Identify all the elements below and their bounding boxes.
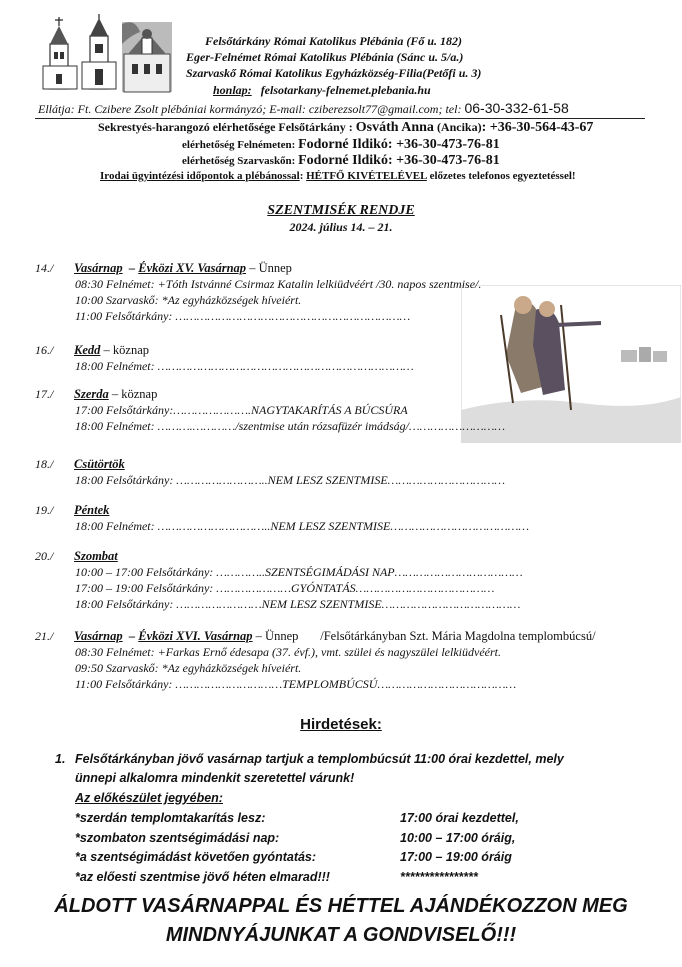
header-line-1: Felsőtárkány Római Katolikus Plébánia (Fő u. 182) [205, 34, 463, 48]
felnemet-label: elérhetőség Felnémeten: [182, 139, 299, 151]
office-hours-label: Irodai ügyintézési időpontok a plébánossal [100, 170, 300, 182]
day-number: 18./ [35, 457, 54, 471]
mass-entry: 08:30 Felnémet: +Farkas Ernő édesapa (37. évf.), vmt. szülei és nagyszülei lelkiüdvéért. [75, 645, 501, 659]
prep-item-time: 17:00 órai kezdettel, [400, 811, 519, 825]
day-feast: Évközi XV. Vasárnap [138, 261, 247, 275]
homepage-line [213, 83, 431, 98]
announcement-text-1: Felsőtárkányban jövő vasárnap tartjuk a templombúcsút 11:00 órai kezdettel, mely [75, 752, 564, 766]
day-number: 16./ [35, 343, 54, 357]
day-number: 20./ [35, 549, 54, 563]
announcement-number: 1. [55, 752, 66, 766]
mass-entry: 18:00 Felsőtárkány: ……………………NEM LESZ SZENTMISE………………………………… [75, 597, 521, 611]
prep-item-time: 17:00 – 19:00 óráig [400, 850, 512, 864]
szarvasko-value: Fodorné Ildikó: +36-30-473-76-81 [298, 153, 500, 168]
day-header [74, 261, 292, 276]
day-name: Csütörtök [74, 457, 125, 471]
day-name: Szerda [74, 387, 109, 401]
day-suffix: – köznap [103, 343, 149, 357]
header-divider [35, 118, 645, 119]
day-number: 19./ [35, 503, 54, 517]
schedule-title: SZENTMISÉK RENDJE [267, 203, 415, 218]
mass-entry: 18:00 Felsőtárkány: ……………………..NEM LESZ SZENTMISE…………………………… [75, 473, 506, 487]
pastor-phone: 06-30-332-61-58 [464, 100, 569, 116]
mass-entry: 11:00 Felsőtárkány: …………………………TEMPLOMBÚCSÚ………………………………… [75, 677, 517, 691]
schedule-dates: 2024. július 14. – 21. [289, 220, 393, 234]
mass-entry: 09:50 Szarvaskő: *Az egyházközségek híveiért. [75, 661, 302, 675]
homepage-link[interactable]: felsotarkany-felnemet.plebania.hu [260, 83, 431, 97]
office-hours-line [100, 170, 576, 182]
felnemet-value: Fodorné Ildikó: +36-30-473-76-81 [298, 137, 500, 152]
day-header [74, 457, 125, 472]
church-logo [40, 14, 175, 96]
announcement-text-2: ünnepi alkalomra mindenkit szeretettel várunk! [75, 771, 355, 785]
day-feast: Évközi XVI. Vasárnap [138, 629, 253, 643]
day-name: Vasárnap [74, 629, 123, 643]
day-header [74, 343, 149, 358]
prep-item-time: **************** [400, 869, 478, 884]
day-name: Vasárnap [74, 261, 123, 275]
felnemet-contact [182, 137, 500, 153]
day-separator: – [122, 261, 136, 275]
day-number: 14./ [35, 261, 54, 275]
sacristan-phone: : +36-30-564-43-67 [481, 120, 594, 135]
pastor-line [38, 100, 569, 117]
mass-entry: 10:00 Szarvaskő: *Az egyházközségek híveiért. [75, 293, 302, 307]
mass-entry: 11:00 Felsőtárkány: ………………………………………………………… [75, 309, 411, 323]
closing-line-2: MINDNYÁJUNKAT A GONDVISELŐ!!! [165, 924, 517, 946]
announcements-title: Hirdetések: [300, 716, 382, 733]
office-hours-exception: HÉTFŐ KIVÉTELÉVEL [306, 170, 427, 182]
mass-entry: 17:00 – 19:00 Felsőtárkány: …………………GYÓNTATÁS………………………………… [75, 581, 495, 595]
day-suffix: – Ünnep [249, 261, 292, 275]
mass-entry: 18:00 Felnémet: …………………………..NEM LESZ SZENTMISE………………………………… [75, 519, 530, 533]
szarvasko-contact [182, 153, 500, 169]
sacristan-name: Osváth Anna [355, 120, 434, 135]
pastor-email[interactable]: cziberezsolt77@gmail.com; tel: [308, 102, 462, 116]
day-suffix: – Ünnep /Felsőtárkányban Szt. Mária Magdolna templombúcsú/ [255, 629, 596, 643]
prep-item-time: 10:00 – 17:00 óráig, [400, 830, 516, 845]
day-number: 21./ [35, 629, 54, 643]
header-line-2: Eger-Felnémet Római Katolikus Plébánia (Sánc u. 5/a.) [186, 50, 464, 64]
header-line-3: Szarvaskő Római Katolikus Egyházközség-Filia(Petőfi u. 3) [186, 66, 482, 80]
day-name: Péntek [74, 503, 110, 517]
sacristan-nick: (Ancika) [436, 120, 482, 134]
day-number: 17./ [35, 387, 54, 401]
mass-entry: 10:00 – 17:00 Felsőtárkány: …………..SZENTSÉGIMÁDÁSI NAP……………………………… [75, 565, 523, 579]
prep-item-label: *az előesti szentmise jövő héten elmarad!!! [75, 869, 330, 884]
pastor-prefix: Ellátja: Ft. Czibere Zsolt plébániai kormányzó; E-mail: [38, 102, 306, 116]
prep-item-label: *szerdán templomtakarítás lesz: [75, 811, 266, 825]
mass-entry: 17:00 Felsőtárkány:………………….NAGYTAKARÍTÁS A BÚCSÚRA [75, 403, 408, 417]
sacristan-line [98, 120, 593, 136]
prep-item-label: *szombaton szentségimádási nap: [75, 830, 280, 845]
day-header [74, 387, 157, 402]
prep-item-label: *a szentségimádást követően gyóntatás: [75, 850, 317, 864]
prep-title: Az előkészület jegyében: [75, 791, 223, 805]
day-name: Szombat [74, 549, 118, 563]
szarvasko-label: elérhetőség Szarvaskőn: [182, 155, 299, 167]
homepage-label: honlap: [213, 83, 252, 97]
office-hours-note: előzetes telefonos egyeztetéssel! [426, 170, 576, 182]
day-header [74, 629, 596, 644]
sacristan-label: Sekrestyés-harangozó elérhetősége Felsőtárkány : [98, 120, 356, 134]
day-separator: – [122, 629, 136, 643]
mass-entry: 08:30 Felnémet: +Tóth Istvánné Csirmaz Katalin lelkiüdvéért /30. napos szentmise/. [75, 277, 482, 291]
mass-entry: 18:00 Felnémet: ……….…………/szentmise után rózsafüzér imádság/……………………… [75, 419, 506, 433]
day-header [74, 503, 109, 518]
day-name: Kedd [74, 343, 101, 357]
day-suffix: – köznap [111, 387, 158, 401]
office-hours-colon: : [299, 170, 307, 182]
closing-line-1: ÁLDOTT VASÁRNAPPAL ÉS HÉTTEL AJÁNDÉKOZZON MEG [54, 895, 628, 917]
mass-entry: 18:00 Felnémet: ……………………………………………………………… [75, 359, 414, 373]
day-header [74, 549, 118, 564]
